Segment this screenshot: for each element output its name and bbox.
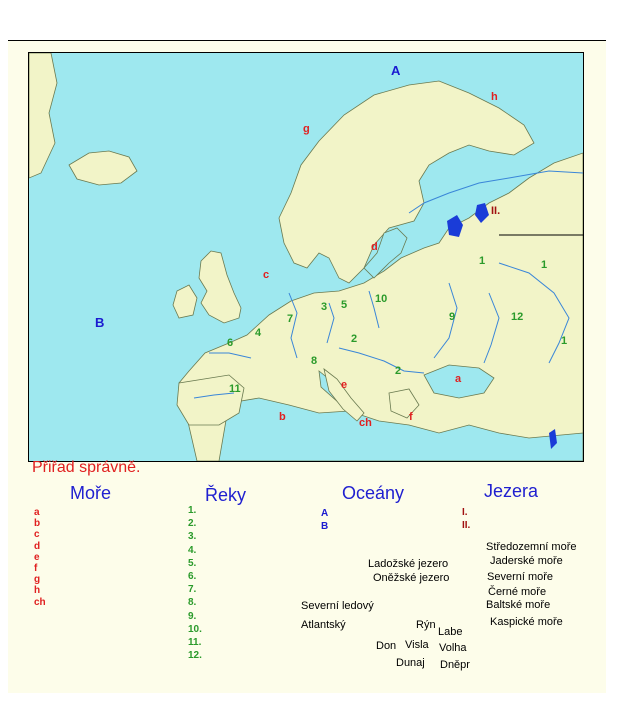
- river-item-7: 8.: [188, 597, 197, 609]
- word-severni-more[interactable]: Severní moře: [487, 571, 554, 583]
- header-seas: Moře: [70, 483, 112, 503]
- river-item-3: 4.: [188, 544, 197, 556]
- map-label-river-9: 9: [449, 311, 456, 323]
- word-onezske-jezero[interactable]: Oněžské jezero: [373, 572, 450, 584]
- map-label-river-3: 3: [321, 301, 328, 313]
- lake-item-0: I.: [462, 507, 468, 518]
- map-label-river-10: 10: [375, 293, 388, 305]
- sea-item-6: g: [34, 574, 41, 586]
- map-label-river-8: 8: [311, 355, 318, 367]
- lake-item-1: II.: [462, 520, 471, 531]
- river-item-1: 2.: [188, 518, 197, 530]
- iceland-landmass: [69, 151, 137, 185]
- map-label-sea-b: b: [279, 411, 286, 423]
- map-label-river-12: 12: [511, 311, 524, 323]
- task-instruction: Přiřad správně.: [32, 459, 141, 476]
- word-cerne-more[interactable]: Černé moře: [488, 586, 547, 598]
- word-baltske-more[interactable]: Baltské moře: [486, 599, 551, 611]
- map-label-river-7: 7: [287, 313, 294, 325]
- sea-item-7: h: [34, 585, 41, 597]
- sea-item-0: a: [34, 507, 40, 518]
- word-dnepr[interactable]: Dněpr: [440, 659, 470, 671]
- map-label-sea-h: h: [491, 91, 498, 103]
- map-drawing: [29, 53, 583, 461]
- map-label-ocean-b: B: [95, 315, 105, 330]
- word-stredozemni-more[interactable]: Středozemní moře: [486, 541, 577, 553]
- word-don[interactable]: Don: [376, 640, 397, 652]
- word-atlantsky[interactable]: Atlantský: [301, 619, 346, 631]
- river-item-8: 9.: [188, 610, 197, 622]
- river-item-4: 5.: [188, 557, 197, 569]
- sea-item-5: f: [34, 563, 38, 574]
- word-dunaj[interactable]: Dunaj: [396, 657, 425, 669]
- map-label-river-6: 6: [227, 337, 234, 349]
- river-item-0: 1.: [188, 505, 197, 516]
- ocean-item-0: A: [321, 508, 329, 519]
- map-label-river-2a: 2: [351, 333, 358, 345]
- sea-item-3: d: [34, 540, 41, 552]
- word-ryn[interactable]: Rýn: [416, 619, 436, 631]
- map-label-sea-ch: ch: [359, 417, 372, 429]
- river-item-11: 12.: [188, 650, 202, 662]
- river-item-10: 11.: [188, 637, 202, 648]
- sea-item-8: ch: [34, 596, 46, 608]
- word-jaderske-more[interactable]: Jaderské moře: [490, 555, 563, 567]
- map-label-lake-ii: II.: [491, 205, 501, 217]
- europe-map: [28, 52, 584, 462]
- sea-item-1: b: [34, 518, 41, 530]
- word-labe[interactable]: Labe: [438, 626, 463, 638]
- map-label-river-5: 5: [341, 299, 348, 311]
- map-label-ocean-a: A: [391, 63, 401, 78]
- word-severni-ledovy[interactable]: Severní ledový: [301, 600, 374, 612]
- ireland-landmass: [173, 285, 197, 318]
- map-label-river-1c: 1: [561, 335, 568, 347]
- ocean-item-1: B: [321, 521, 329, 532]
- river-item-6: 7.: [188, 584, 197, 596]
- header-rivers: Řeky: [205, 485, 247, 505]
- map-label-sea-a: a: [455, 373, 462, 385]
- word-visla[interactable]: Visla: [405, 639, 429, 651]
- word-ladozske-jezero[interactable]: Ladožské jezero: [368, 558, 449, 570]
- map-label-sea-d: d: [371, 241, 378, 253]
- map-label-sea-g: g: [303, 123, 310, 135]
- map-label-sea-c: c: [263, 269, 270, 281]
- sea-item-4: e: [34, 551, 40, 563]
- word-volha[interactable]: Volha: [439, 642, 467, 654]
- header-lakes: Jezera: [484, 481, 539, 501]
- britain-landmass: [199, 251, 241, 323]
- greenland-landmass: [29, 53, 57, 178]
- map-label-river-1a: 1: [479, 255, 486, 267]
- map-label-sea-f: f: [409, 411, 413, 423]
- map-label-river-4: 4: [255, 327, 262, 339]
- map-label-sea-e: e: [341, 379, 348, 391]
- map-label-river-2b: 2: [395, 365, 402, 377]
- river-item-9: 10.: [188, 623, 202, 635]
- sea-item-2: c: [34, 529, 40, 541]
- word-kaspicke-more[interactable]: Kaspické moře: [490, 616, 563, 628]
- river-item-5: 6.: [188, 571, 197, 582]
- river-item-2: 3.: [188, 531, 197, 543]
- map-label-river-11: 11: [229, 383, 241, 395]
- header-oceans: Oceány: [342, 483, 405, 503]
- map-label-river-1b: 1: [541, 259, 548, 271]
